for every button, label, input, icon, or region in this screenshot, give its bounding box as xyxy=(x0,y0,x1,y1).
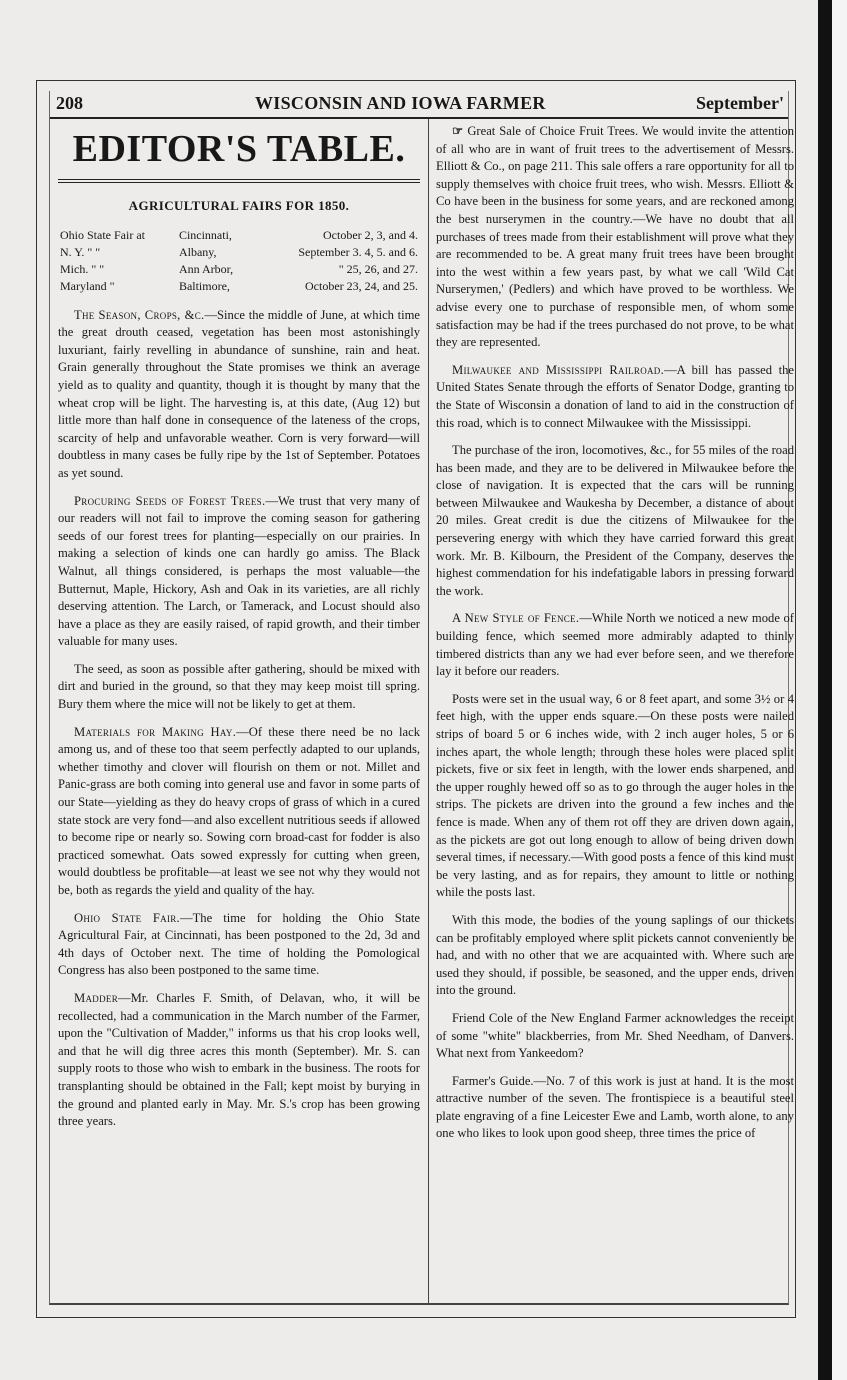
article-heading: Ohio State Fair. xyxy=(74,910,180,925)
table-row xyxy=(58,227,420,244)
article-heading: A New Style of Fence. xyxy=(452,611,580,626)
table-row xyxy=(58,244,420,261)
running-header xyxy=(50,91,788,119)
article-body: —The time for holding the Ohio State Agricultural Fair, at Cincinnati, has been postponed to the 2d, 3d and 4th days of October next. The time of holding the Pomological Congress has also been postponed to the same time. xyxy=(58,910,420,978)
article-ohio-fair xyxy=(58,910,420,980)
article-body: —Mr. Charles F. Smith, of Delavan, who, it will be recollected, had a communication in the March number of the Farmer, upon the "Cultivation of Madder," informs us that his crop looks well, and that he will dig three acres this month (September). Mr. S. can supply roots to those who wish to embark in the business. The roots for transplanting should be obtained in the Fall; kept moist by burying in the ground and planted early in May. Mr. S.'s crop has been growing three years. xyxy=(58,990,420,1129)
fair-state: Maryland " xyxy=(60,278,115,293)
fairs-heading: AGRICULTURAL FAIRS FOR 1850. xyxy=(128,198,350,213)
article-body: —Of these there need be no lack among us, and of these too that seem perfectly adapted to our uplands, whether timothy and clover will flourish on them or not. Millet and Panic-grass are both coming into general use and favor in some parts of our State—yielding as they do heavy crops of grass of which in a cured state stock are very fond—and also excellent nutritious seeds if allowed to become ripe or nearly so. Sowing corn broad-cast for fodder is also practiced somewhat. Oats sowed expressly for cutting when green, would doubtless be profitable—at least we see not why they would not be, both as regards the yield and quality of the hay. xyxy=(58,724,420,897)
newspaper-page xyxy=(36,80,796,1318)
pointing-hand-icon: ☞ xyxy=(452,124,464,138)
fair-dates: September 3. 4, 5. and 6. xyxy=(298,244,418,259)
article-body: —We trust that very many of our readers will not fail to improve the coming season for gathering seeds of our forest trees for planting—especially on our prairies. In making a selection of kinds one can hardly go amiss. The Black Walnut, all things considered, is perhaps the most valuable—the Butternut, Maple, Hickory, Ash and Oak in its varieties, are all richly deserving attention. The Larch, or Tamerack, and Locust should also have a place as they are easily raised, of rapid growth, and their timber valuable for many uses. xyxy=(58,493,420,649)
fair-city: Albany, xyxy=(178,244,217,259)
article-heading: Madder xyxy=(74,990,118,1005)
article-madder xyxy=(58,990,420,1131)
article-season xyxy=(58,307,420,483)
page-frame xyxy=(49,91,794,1305)
article-body: —Since the middle of June, at which time the great drouth ceased, vegetation has been most astonishingly luxuriant, fairly revelling in abundance of sunshine, rain and heat. Grain generally throughout the State promises we think an average yield as to quality and quantity, though it is thought by many that the wheat crop will be light. The harvesting is, at this date, (Aug 12) but little more than half done in consequence of the lateness of the crops, scarcity of help and unfavorable weather. Corn is very forward—will doubtless in many cases be fully ripe by the 1st of September. Potatoes as yet sound. xyxy=(58,307,420,480)
page-number: 208 xyxy=(56,93,83,113)
article-blackberries: Friend Cole of the New England Farmer acknowledges the receipt of some "white" blackberries, from Mr. Shed Needham, of Danvers. What next from Yankeedom? xyxy=(436,1010,794,1061)
article-heading: Procuring Seeds of Forest Trees. xyxy=(74,493,266,508)
fair-dates: October 23, 24, and 25. xyxy=(305,278,418,293)
fair-dates: " 25, 26, and 27. xyxy=(338,261,418,276)
right-column xyxy=(436,123,794,1153)
fair-city: Cincinnati, xyxy=(178,227,232,242)
article-fruit-trees xyxy=(436,123,794,352)
article-body: Great Sale of Choice Fruit Trees. We would invite the attention of all who are in want of fruit trees to the advertisement of Messrs. Elliott & Co., on page 211. This sale offers a rare opportunity for all to supply themselves with choice fruit trees, who wish. Messrs. Elliott & Co have been in the business for some years, and are reckoned among the best nurserymen in the country.—We have no doubt that all purchases of trees made from their establishment will prove what they are recommended to be. A great many fruit trees have been brought into the west within a few years past, by what we call 'Wild Cat Nurserymen,' (Pedlers) and which have proved to be worthless. We advise every one to purchase of responsible men, of whom some satisfaction may be had if the trees purchased do not prove, to be what they are represented. xyxy=(436,124,794,350)
fair-state: N. Y. " " xyxy=(60,244,101,259)
article-paragraph: Posts were set in the usual way, 6 or 8 feet apart, and some 3½ or 4 feet high, with the upper ends square.—On these posts were nailed strips of board 5 or 6 inches wide, with 2 inch auger holes, 5 or 6 inches apart, the whole length; through these holes were placed split pickets, five or six feet in length, with the lower ends sharpened, and the upper roughly hewed off so as to go through the auger holes in the strips. The pickets are driven into the ground a few inches and the fence is made. When any of them rot off they are driven down again, as the pickets are got out long enough to allow of being driven down several times, if necessary.—With good posts a fence of this kind must be very lasting, and as for repairs, they amount to little or nothing while the posts last. xyxy=(436,691,794,900)
fair-state: Ohio State Fair at xyxy=(60,227,145,242)
column-divider xyxy=(428,119,429,1303)
scan-edge-strip xyxy=(832,0,847,1380)
section-title: EDITOR'S TABLE. xyxy=(72,128,406,170)
article-heading: The Season, Crops, &c. xyxy=(74,307,205,322)
fairs-table xyxy=(58,227,420,295)
fair-dates: October 2, 3, and 4. xyxy=(323,227,418,242)
fair-state: Mich. " " xyxy=(60,261,105,276)
fair-city: Baltimore, xyxy=(178,278,230,293)
article-paragraph: The seed, as soon as possible after gathering, should be mixed with dirt and buried in the ground, so that they may keep moist till spring. Bury them where the mice will not be likely to get at them. xyxy=(58,661,420,712)
article-hay xyxy=(58,724,420,900)
article-body: —While North we noticed a new mode of building fence, which seemed more admirably adapted to thinly timbered districts than any we had ever before seen, and we therefore lay it before our readers. xyxy=(436,611,794,679)
title-rule xyxy=(58,179,420,183)
article-heading: Milwaukee and Mississippi Railroad. xyxy=(452,362,665,377)
article-body: —A bill has passed the United States Senate through the efforts of Senator Dodge, granting to the State of Wisconsin a donation of land to aid in the construction of this road, which is to connect Milwaukee with the Mississippi. xyxy=(436,362,794,430)
publication-title: WISCONSIN AND IOWA FARMER xyxy=(255,93,546,113)
article-paragraph: The purchase of the iron, locomotives, &c., for 55 miles of the road has been made, and they are to be delivered in Milwaukee before the close of navigation. It is expected that the cars will be running between Milwaukee and Waukesha by December, a distance of about 20 miles. Great credit is due the citizens of Milwaukee for the persevering energy with which they have carried forward this great work. Mr. B. Kilbourn, the President of the Company, deserves the highest commendation for his indefatigable labors in pressing forward the work. xyxy=(436,443,794,598)
article-forest-seeds xyxy=(58,493,420,651)
article-farmers-guide: Farmer's Guide.—No. 7 of this work is just at hand. It is the most attractive number of the seven. The frontispiece is a beautiful steel plate engraving of a fine Leicester Ewe and Lamb, worth alone, to any one who likes to look upon good sheep, three times the price of xyxy=(436,1073,794,1141)
scan-edge-dark xyxy=(818,0,832,1380)
table-row xyxy=(58,261,420,278)
fair-city: Ann Arbor, xyxy=(178,261,234,276)
article-heading: Materials for Making Hay. xyxy=(74,724,237,739)
article-fence xyxy=(436,610,794,680)
left-column xyxy=(58,123,420,1141)
issue-month: September' xyxy=(696,93,784,113)
table-row xyxy=(58,278,420,295)
article-railroad xyxy=(436,362,794,432)
article-paragraph: With this mode, the bodies of the young saplings of our thickets can be profitably employed where split pickets cannot conveniently be had, and with no other that we are acquainted with. Where such are used they should, if possible, be seasoned, and the upper ends, driven into the ground. xyxy=(436,912,794,998)
